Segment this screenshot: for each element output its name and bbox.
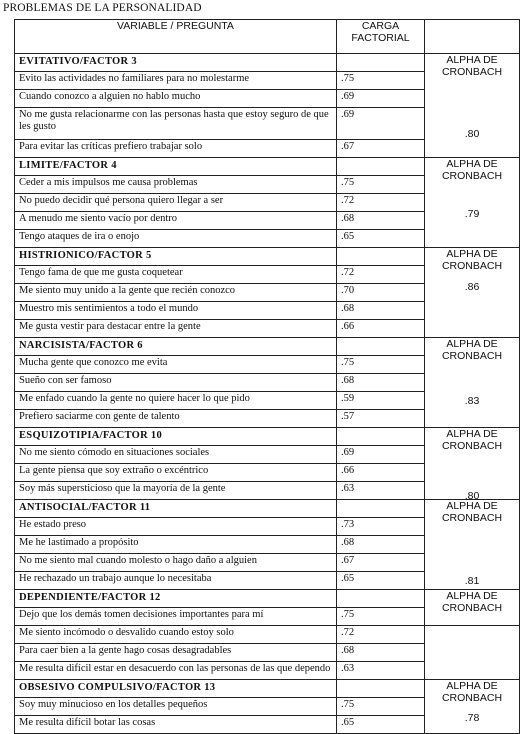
item-question: Soy más supersticioso que la mayoría de la gente (15, 482, 337, 500)
item-question: Dejo que los demás tomen decisiones importantes para mí (15, 608, 337, 626)
personality-table (14, 19, 520, 734)
item-question: Me resulta difícil botar las cosas (15, 716, 337, 734)
loading-value: .63 (337, 662, 425, 680)
factor-row (15, 590, 520, 608)
item-question: Mucha gente que conozco me evita (15, 356, 337, 374)
alpha-value: .86 (464, 281, 480, 293)
item-question: A menudo me siento vacío por dentro (15, 212, 337, 230)
item-question: Me siento muy unido a la gente que recién conozco (15, 284, 337, 302)
alpha-cell (425, 626, 520, 680)
item-question: Me gusta vestir para destacar entre la gente (15, 320, 337, 338)
loading-value: .72 (337, 194, 425, 212)
header-carga (337, 20, 425, 54)
item-row (15, 626, 520, 644)
item-question: Tengo ataques de ira o enojo (15, 230, 337, 248)
loading-value (337, 680, 425, 698)
alpha-label-line1: ALPHA DE (446, 248, 498, 260)
alpha-label-line2: CRONBACH (441, 170, 503, 182)
alpha-value: .81 (464, 575, 480, 587)
item-question: No me siento mal cuando molesto o hago daño a alguien (15, 554, 337, 572)
loading-value: .66 (337, 464, 425, 482)
loading-value: .65 (337, 572, 425, 590)
loading-value (337, 590, 425, 608)
alpha-label-line2: CRONBACH (441, 260, 503, 272)
alpha-label-line1: ALPHA DE (446, 590, 498, 602)
loading-value: .68 (337, 302, 425, 320)
alpha-cell (425, 248, 520, 338)
item-question: Tengo fama de que me gusta coquetear (15, 266, 337, 284)
alpha-cell (425, 158, 520, 248)
item-question: Sueño con ser famoso (15, 374, 337, 392)
alpha-value: .80 (464, 490, 480, 500)
loading-value (337, 248, 425, 266)
loading-value: .70 (337, 284, 425, 302)
loading-value: .57 (337, 410, 425, 428)
alpha-label-line2: CRONBACH (441, 602, 503, 614)
alpha-value: .80 (464, 128, 480, 140)
alpha-value: .78 (464, 712, 480, 724)
header-row (15, 20, 520, 54)
alpha-cell (425, 590, 520, 626)
factor-row (15, 680, 520, 698)
loading-value: .72 (337, 266, 425, 284)
alpha-cell (425, 500, 520, 590)
header-variable: VARIABLE / PREGUNTA (15, 20, 337, 54)
alpha-cell (425, 428, 520, 500)
item-question: Me resulta difícil estar en desacuerdo con las personas de las que dependo (15, 662, 337, 680)
alpha-value: .83 (464, 395, 480, 407)
loading-value: .75 (337, 72, 425, 90)
loading-value (337, 500, 425, 518)
loading-value: .69 (337, 108, 425, 140)
alpha-label-line2: CRONBACH (441, 512, 503, 524)
loading-value: .75 (337, 698, 425, 716)
factor-name: DEPENDIENTE/FACTOR 12 (15, 590, 337, 608)
alpha-cell (425, 680, 520, 734)
loading-value: .68 (337, 644, 425, 662)
page-title: PROBLEMAS DE LA PERSONALIDAD (3, 2, 202, 14)
loading-value: .59 (337, 392, 425, 410)
loading-value: .75 (337, 608, 425, 626)
loading-value: .67 (337, 140, 425, 158)
loading-value: .72 (337, 626, 425, 644)
loading-value (337, 428, 425, 446)
table-body (15, 54, 520, 734)
factor-name: ESQUIZOTIPIA/FACTOR 10 (15, 428, 337, 446)
factor-name: HISTRIONICO/FACTOR 5 (15, 248, 337, 266)
factor-row (15, 338, 520, 356)
item-question: Me enfado cuando la gente no quiere hacer lo que pido (15, 392, 337, 410)
loading-value: .68 (337, 536, 425, 554)
loading-value: .65 (337, 716, 425, 734)
alpha-label-line1: ALPHA DE (446, 54, 498, 66)
factor-row (15, 158, 520, 176)
loading-value (337, 338, 425, 356)
factor-name: OBSESIVO COMPULSIVO/FACTOR 13 (15, 680, 337, 698)
loading-value: .68 (337, 374, 425, 392)
loading-value: .67 (337, 554, 425, 572)
factor-row (15, 248, 520, 266)
item-question: No me siento cómodo en situaciones sociales (15, 446, 337, 464)
alpha-label-line1: ALPHA DE (446, 338, 498, 350)
item-question: No puedo decidir qué persona quiero llegar a ser (15, 194, 337, 212)
alpha-label-line2: CRONBACH (441, 440, 503, 452)
alpha-label-line1: ALPHA DE (446, 500, 498, 512)
alpha-label-line1: ALPHA DE (446, 428, 498, 440)
header-carga-line1: CARGA (361, 20, 400, 32)
alpha-label-line2: CRONBACH (441, 350, 503, 362)
item-question: La gente piensa que soy extraño o excéntrico (15, 464, 337, 482)
loading-value: .65 (337, 230, 425, 248)
item-question: He rechazado un trabajo aunque lo necesitaba (15, 572, 337, 590)
item-question: Para evitar las críticas prefiero trabajar solo (15, 140, 337, 158)
loading-value (337, 54, 425, 72)
item-question: Me siento incómodo o desvalido cuando estoy solo (15, 626, 337, 644)
factor-name: EVITATIVO/FACTOR 3 (15, 54, 337, 72)
factor-row (15, 54, 520, 72)
alpha-label-line2: CRONBACH (441, 66, 503, 78)
item-question: Evito las actividades no familiares para no molestarme (15, 72, 337, 90)
loading-value: .69 (337, 90, 425, 108)
header-alpha (425, 20, 520, 54)
alpha-value: .79 (464, 208, 480, 220)
loading-value: .75 (337, 356, 425, 374)
item-question: No me gusta relacionarme con las personas hasta que estoy seguro de que les gusto (15, 108, 337, 140)
factor-name: LIMITE/FACTOR 4 (15, 158, 337, 176)
alpha-cell (425, 338, 520, 428)
item-question: Me he lastimado a propósito (15, 536, 337, 554)
item-question: Prefiero saciarme con gente de talento (15, 410, 337, 428)
loading-value (337, 158, 425, 176)
loading-value: .63 (337, 482, 425, 500)
factor-name: ANTISOCIAL/FACTOR 11 (15, 500, 337, 518)
alpha-label-line1: ALPHA DE (446, 158, 498, 170)
item-question: He estado preso (15, 518, 337, 536)
loading-value: .69 (337, 446, 425, 464)
item-question: Para caer bien a la gente hago cosas desagradables (15, 644, 337, 662)
item-question: Ceder a mis impulsos me causa problemas (15, 176, 337, 194)
factor-row (15, 500, 520, 518)
loading-value: .73 (337, 518, 425, 536)
item-question: Cuando conozco a alguien no hablo mucho (15, 90, 337, 108)
alpha-label-line2: CRONBACH (441, 692, 503, 704)
factor-name: NARCISISTA/FACTOR 6 (15, 338, 337, 356)
loading-value: .66 (337, 320, 425, 338)
header-carga-line2: FACTORIAL (351, 32, 410, 44)
loading-value: .68 (337, 212, 425, 230)
factor-row (15, 428, 520, 446)
alpha-cell (425, 54, 520, 158)
item-question: Muestro mis sentimientos a todo el mundo (15, 302, 337, 320)
loading-value: .75 (337, 176, 425, 194)
alpha-label-line1: ALPHA DE (446, 680, 498, 692)
item-question: Soy muy minucioso en los detalles pequeños (15, 698, 337, 716)
